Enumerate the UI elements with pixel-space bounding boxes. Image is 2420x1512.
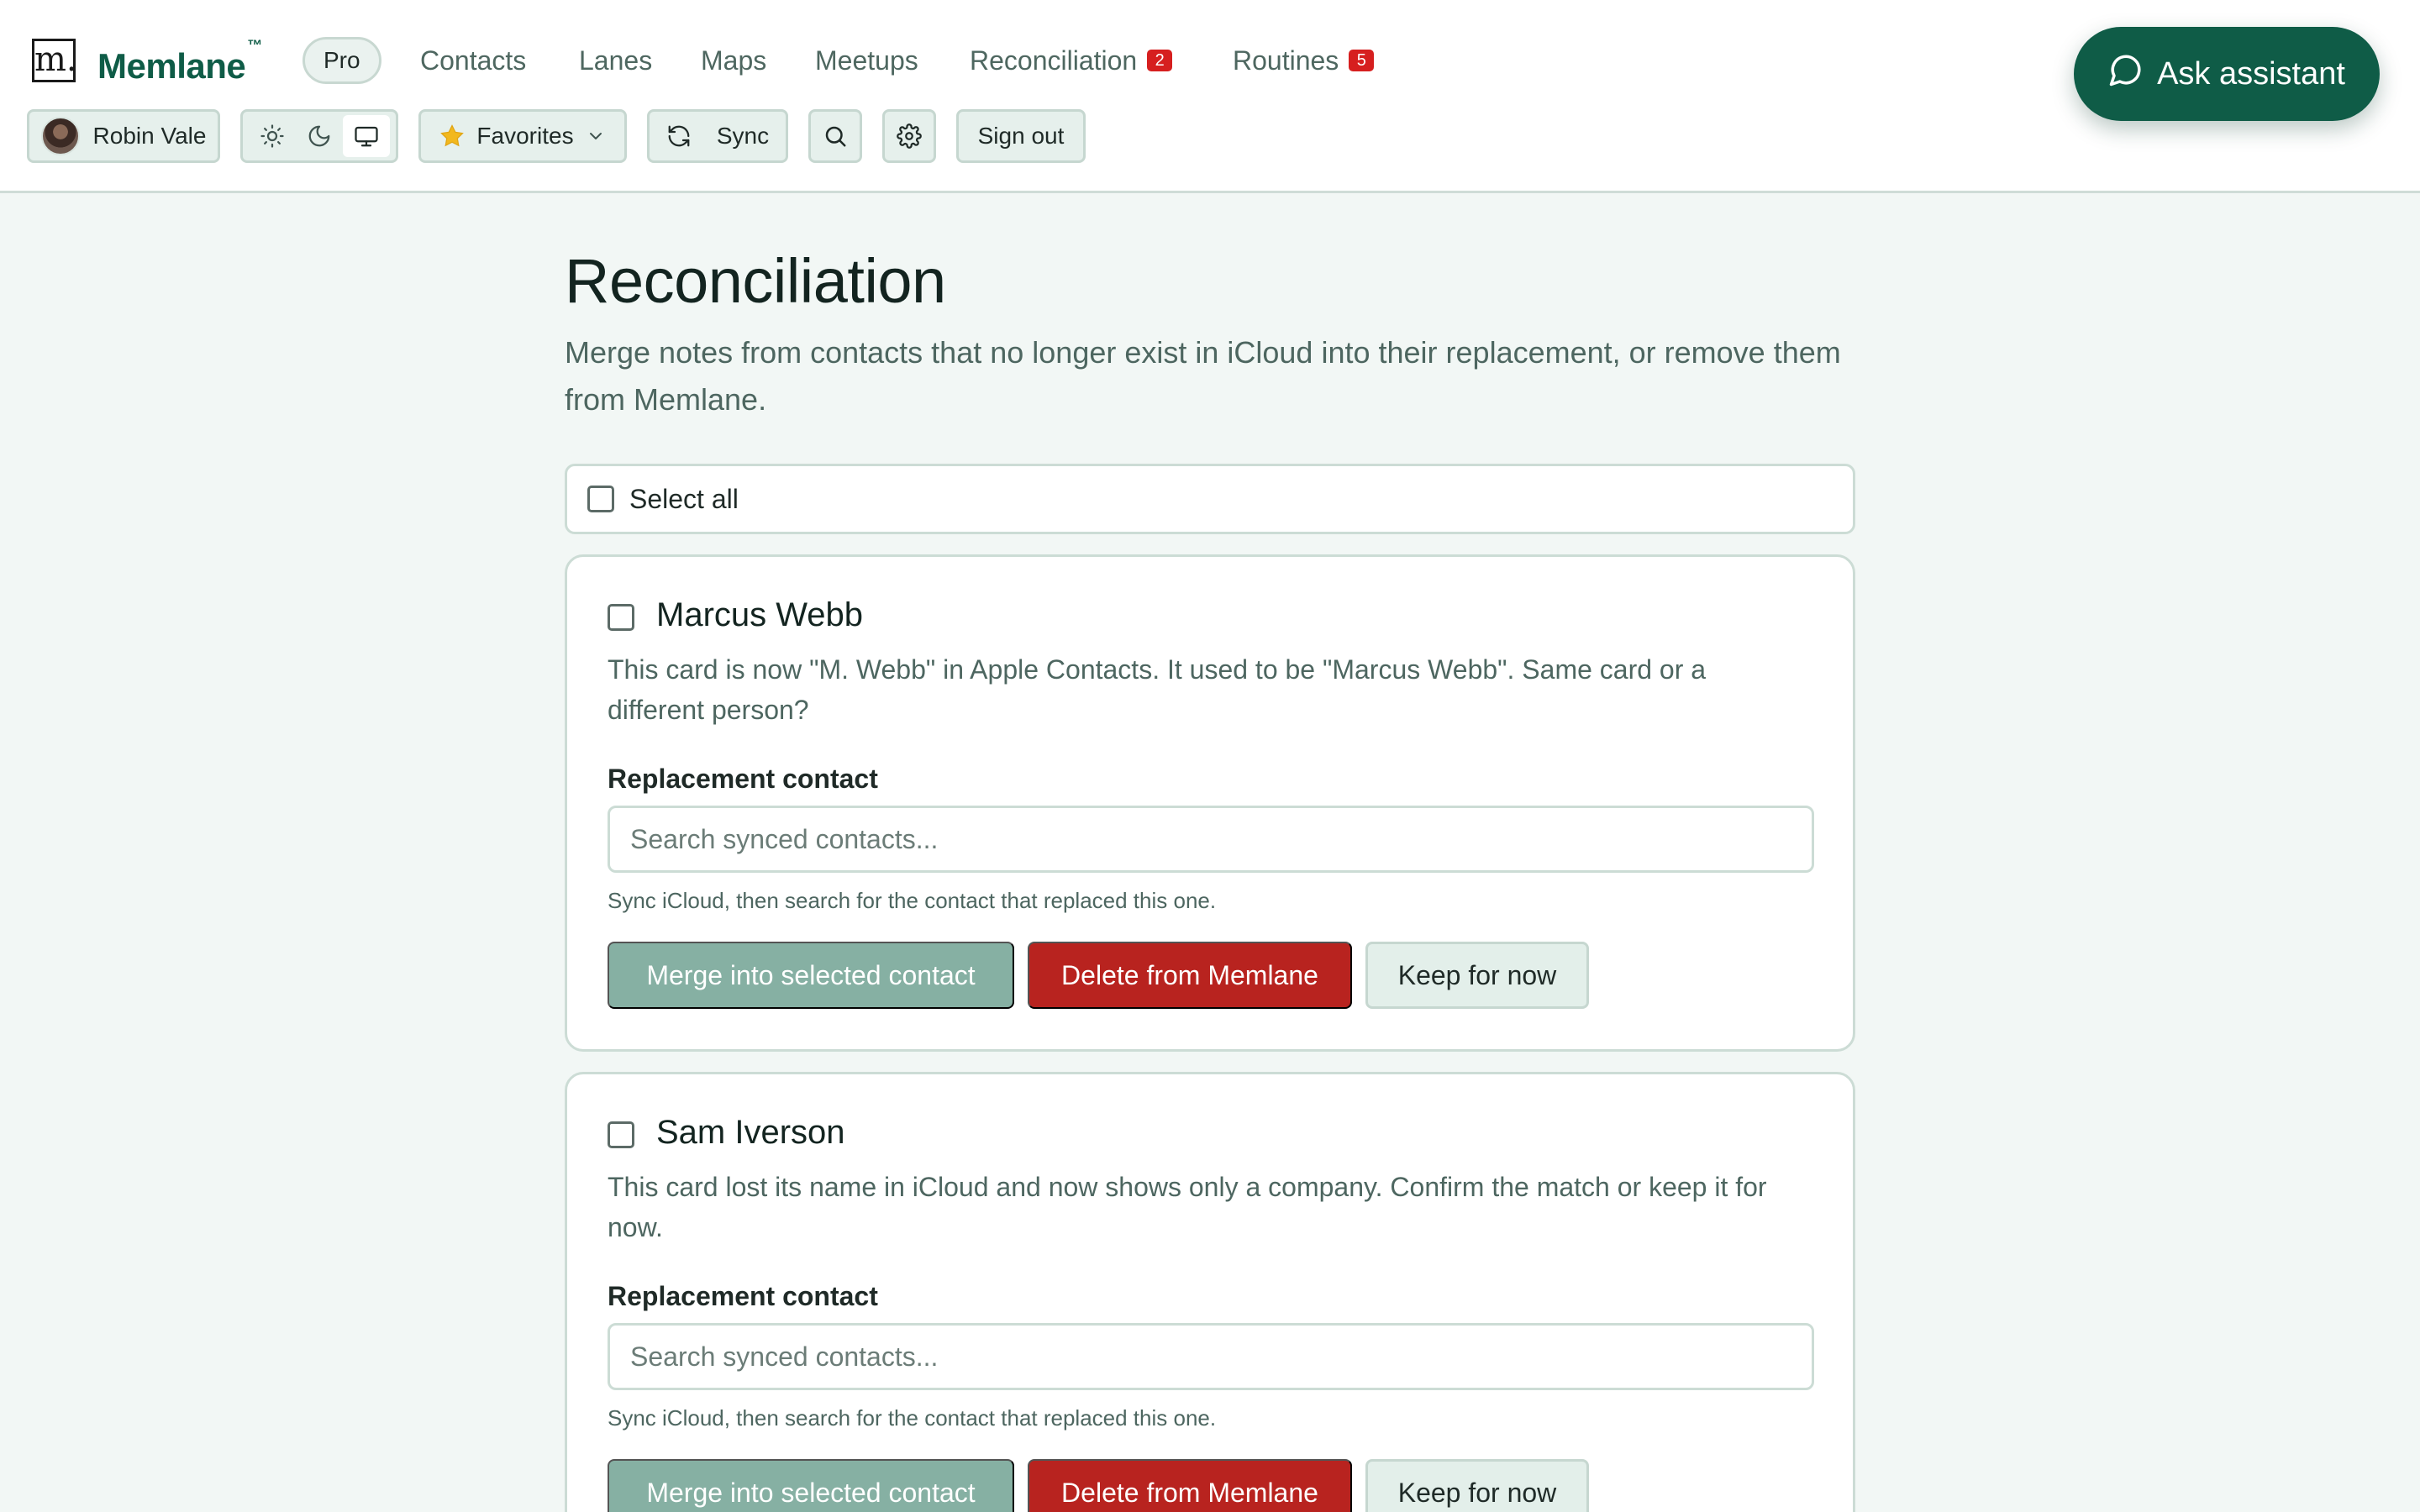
monitor-icon[interactable]	[343, 115, 390, 157]
count-badge: 5	[1349, 50, 1374, 71]
nav-item-label: Routines	[1233, 45, 1339, 76]
nav-item-meetups[interactable]	[815, 40, 918, 81]
theme-switcher	[240, 109, 398, 163]
delete-button[interactable]: Delete from Memlane	[1028, 1459, 1352, 1512]
favorites-label: Favorites	[476, 123, 574, 149]
card-header	[608, 594, 863, 636]
user-menu-button[interactable]	[27, 109, 220, 163]
search-button[interactable]	[808, 109, 862, 163]
star-icon	[439, 123, 465, 149]
select-all-checkbox[interactable]	[587, 486, 614, 512]
contact-name: Sam Iverson	[656, 1114, 845, 1151]
sign-out-button[interactable]	[956, 109, 1086, 163]
count-badge: 2	[1147, 50, 1172, 71]
logo-icon[interactable]: m.	[32, 39, 76, 82]
page-title: Reconciliation	[565, 246, 946, 316]
brand-label: Memlane	[97, 46, 246, 86]
card-description: This card lost its name in iCloud and now shows only a company. Confirm the match or keep it for now.	[608, 1172, 1767, 1242]
avatar	[41, 117, 80, 155]
nav-item-maps[interactable]	[701, 40, 766, 81]
settings-button[interactable]	[882, 109, 936, 163]
page-description: Merge notes from contacts that no longer exist in iCloud into their replacement, or remove them from Memlane.	[565, 335, 1841, 417]
replacement-search-input[interactable]	[608, 806, 1814, 873]
plan-badge: Pro	[302, 37, 381, 84]
search-icon	[823, 123, 848, 149]
sync-button[interactable]	[647, 109, 788, 163]
trademark-symbol: ™	[247, 37, 262, 54]
replacement-label: Replacement contact	[608, 764, 878, 794]
card-checkbox[interactable]	[608, 1121, 634, 1148]
gear-icon	[897, 123, 922, 149]
card-header	[608, 1111, 845, 1153]
card-actions	[608, 942, 1589, 1009]
select-all-row[interactable]	[565, 464, 1855, 534]
user-name: Robin Vale	[92, 123, 207, 149]
replacement-search-input[interactable]	[608, 1323, 1814, 1390]
brand-name[interactable]	[97, 39, 262, 88]
select-all-label: Select all	[629, 483, 739, 514]
merge-button[interactable]: Merge into selected contact	[608, 942, 1014, 1009]
chat-bubble-icon	[2108, 52, 2144, 96]
nav-item-label: Reconciliation	[970, 45, 1138, 76]
nav-item-label: Meetups	[815, 45, 918, 76]
replacement-label: Replacement contact	[608, 1281, 878, 1311]
card-description: This card is now "M. Webb" in Apple Contacts. It used to be "Marcus Webb". Same card or a different person?	[608, 654, 1707, 725]
sun-icon[interactable]	[249, 115, 296, 157]
card-checkbox[interactable]	[608, 604, 634, 631]
sync-hint: Sync iCloud, then search for the contact that replaced this one.	[608, 888, 1217, 913]
nav-item-label: Maps	[701, 45, 767, 76]
sync-label: Sync	[716, 123, 770, 149]
nav-item-contacts[interactable]	[420, 40, 526, 81]
chevron-down-icon	[586, 126, 606, 146]
contact-name: Marcus Webb	[656, 596, 864, 633]
sign-out-label: Sign out	[977, 123, 1065, 149]
merge-button[interactable]: Merge into selected contact	[608, 1459, 1014, 1512]
nav-item-reconciliation[interactable]	[970, 40, 1172, 81]
ask-assistant-button[interactable]	[2074, 27, 2380, 121]
nav-item-lanes[interactable]	[579, 40, 652, 81]
nav-item-label: Lanes	[579, 45, 653, 76]
favorites-dropdown[interactable]	[418, 109, 627, 163]
nav-item-routines[interactable]	[1233, 40, 1374, 81]
top-header	[0, 0, 2420, 193]
keep-button[interactable]: Keep for now	[1365, 942, 1589, 1009]
sync-hint: Sync iCloud, then search for the contact that replaced this one.	[608, 1405, 1217, 1431]
reconcile-card	[565, 1072, 1855, 1512]
card-actions	[608, 1459, 1589, 1512]
reconcile-card	[565, 554, 1855, 1052]
delete-button[interactable]: Delete from Memlane	[1028, 942, 1352, 1009]
moon-icon[interactable]	[296, 115, 343, 157]
keep-button[interactable]: Keep for now	[1365, 1459, 1589, 1512]
ask-assistant-label: Ask assistant	[2157, 55, 2345, 92]
refresh-icon	[666, 123, 692, 149]
nav-item-label: Contacts	[420, 45, 527, 76]
